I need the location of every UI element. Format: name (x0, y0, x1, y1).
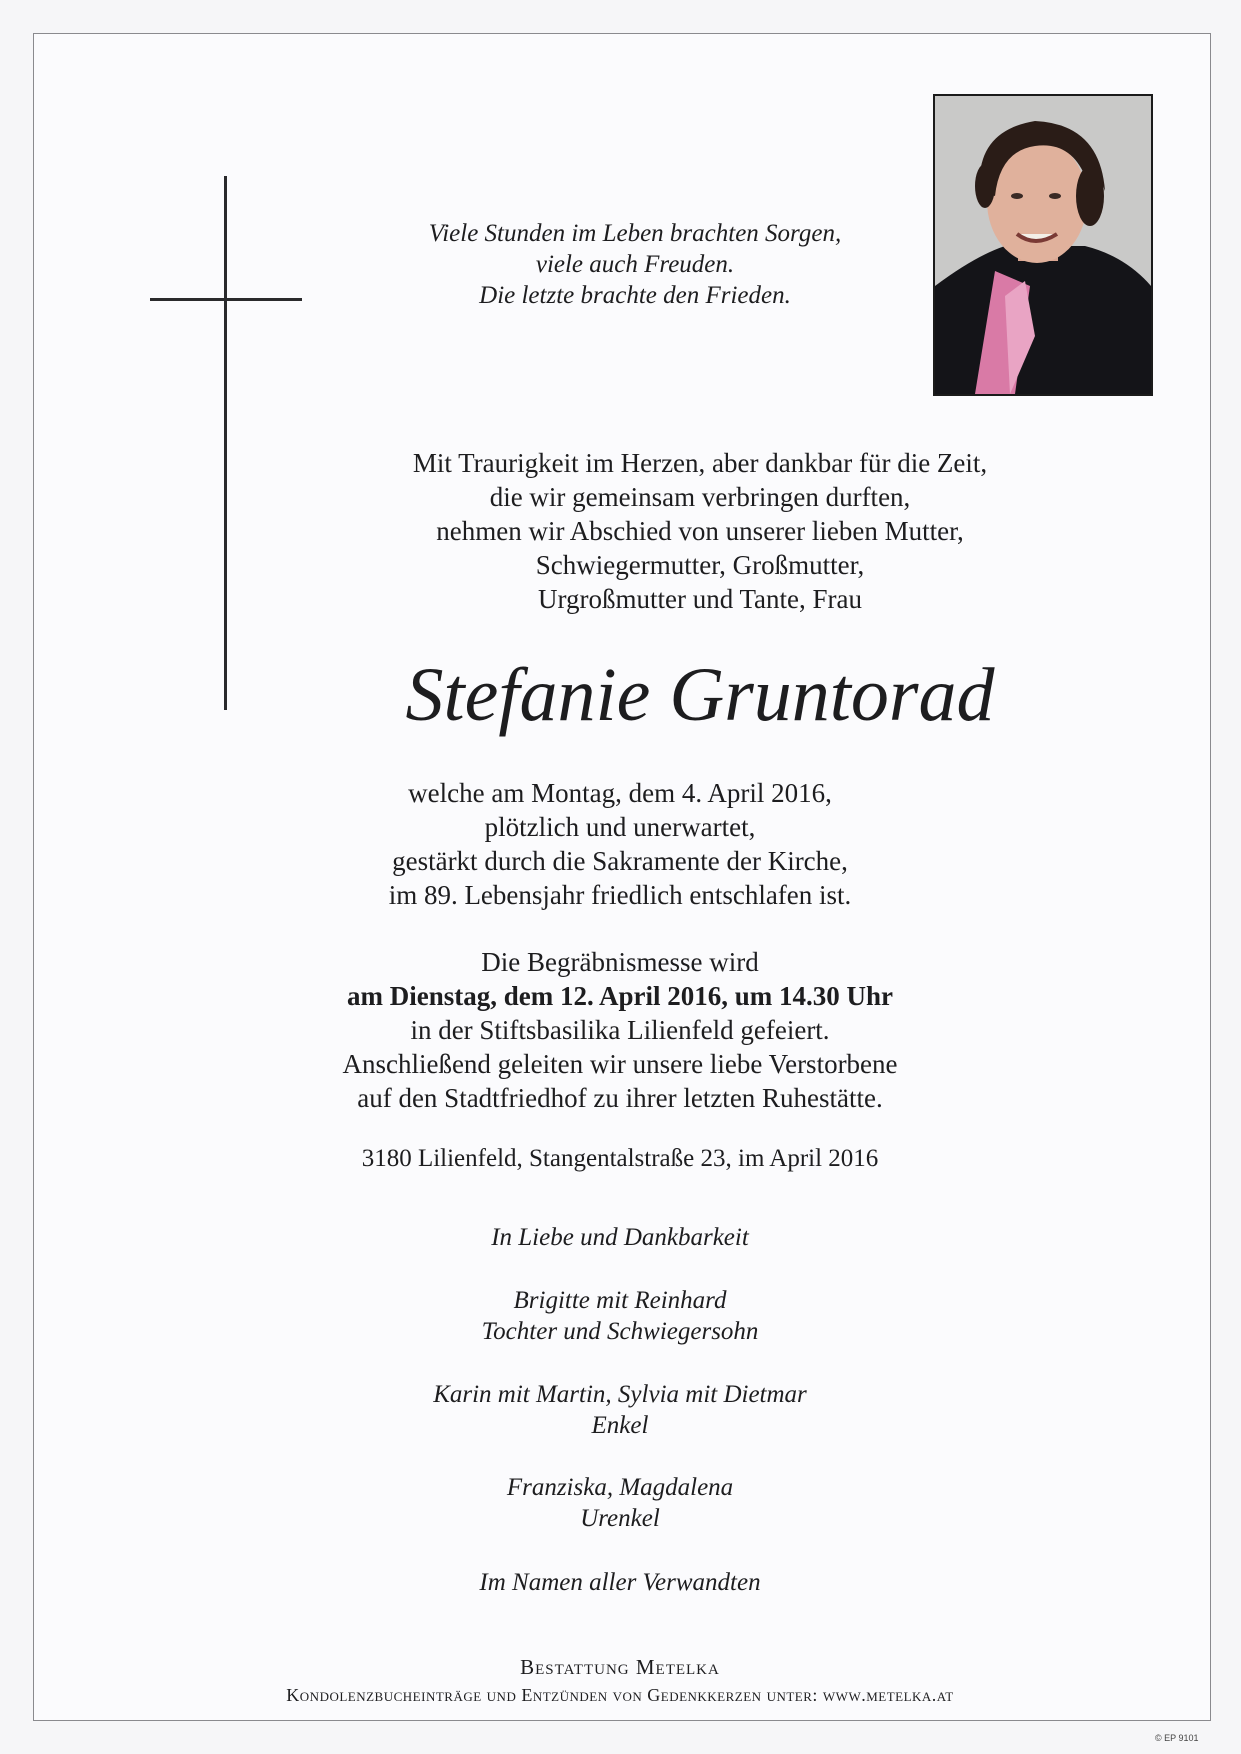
death-line: plötzlich und unerwartet, (484, 812, 756, 842)
intro-line: Urgroßmutter und Tante, Frau (537, 584, 863, 614)
funeral-line: in der Stiftsbasilika Lilienfeld gefeiert. (410, 1015, 830, 1045)
closing-phrase: In Liebe und Dankbarkeit (491, 1224, 749, 1251)
portrait-image (935, 96, 1151, 394)
verse-line: Die letzte brachte den Frieden. (479, 282, 791, 309)
death-line: im 89. Lebensjahr friedlich entschlafen ist. (388, 880, 852, 910)
mourner-relation: Urenkel (580, 1505, 660, 1532)
place-date: 3180 Lilienfeld, Stangentalstraße 23, im April 2016 (361, 1145, 879, 1172)
death-line: gestärkt durch die Sakramente der Kirche, (392, 846, 848, 876)
condolence-note: Kondolenzbucheinträge und Entzünden von Gedenkkerzen unter: www.metelka.at (286, 1685, 954, 1705)
death-details (300, 776, 940, 912)
death-line: welche am Montag, dem 4. April 2016, (408, 778, 832, 808)
mourner-names: Franziska, Magdalena (506, 1474, 734, 1501)
cross-horizontal-bar (150, 298, 302, 301)
funeral-date-time: am Dienstag, dem 12. April 2016, um 14.30 Uhr (347, 981, 893, 1011)
verse (390, 218, 880, 311)
mourner-group (300, 1285, 940, 1347)
mourner-relation: Tochter und Schwiegersohn (481, 1318, 759, 1345)
print-code: © EP 9101 (1155, 1733, 1199, 1743)
funeral-home-name: Bestattung Metelka (520, 1655, 720, 1679)
portrait-photo (933, 94, 1153, 396)
mourner-group (300, 1379, 940, 1441)
intro-line: die wir gemeinsam verbringen durften, (489, 482, 911, 512)
verse-line: Viele Stunden im Leben brachten Sorgen, (428, 220, 842, 247)
mourner-group (300, 1472, 940, 1534)
verse-line: viele auch Freuden. (535, 251, 735, 278)
intro-text (350, 446, 1050, 616)
intro-line: nehmen wir Abschied von unserer lieben Mutter, (436, 516, 964, 546)
deceased-name: Stefanie Gruntorad (405, 653, 995, 737)
mourner-names: Brigitte mit Reinhard (513, 1287, 727, 1314)
funeral-line: Anschließend geleiten wir unsere liebe Verstorbene (342, 1049, 898, 1079)
funeral-details (250, 945, 990, 1115)
funeral-line: Die Begräbnismesse wird (481, 947, 759, 977)
intro-line: Mit Traurigkeit im Herzen, aber dankbar für die Zeit, (412, 448, 988, 478)
cross-vertical-bar (224, 176, 227, 710)
intro-line: Schwiegermutter, Großmutter, (535, 550, 865, 580)
mourner-relation: Enkel (591, 1412, 649, 1439)
funeral-line: auf den Stadtfriedhof zu ihrer letzten Ruhestätte. (357, 1083, 883, 1113)
signoff: Im Namen aller Verwandten (479, 1569, 761, 1596)
mourner-names: Karin mit Martin, Sylvia mit Dietmar (433, 1381, 807, 1408)
